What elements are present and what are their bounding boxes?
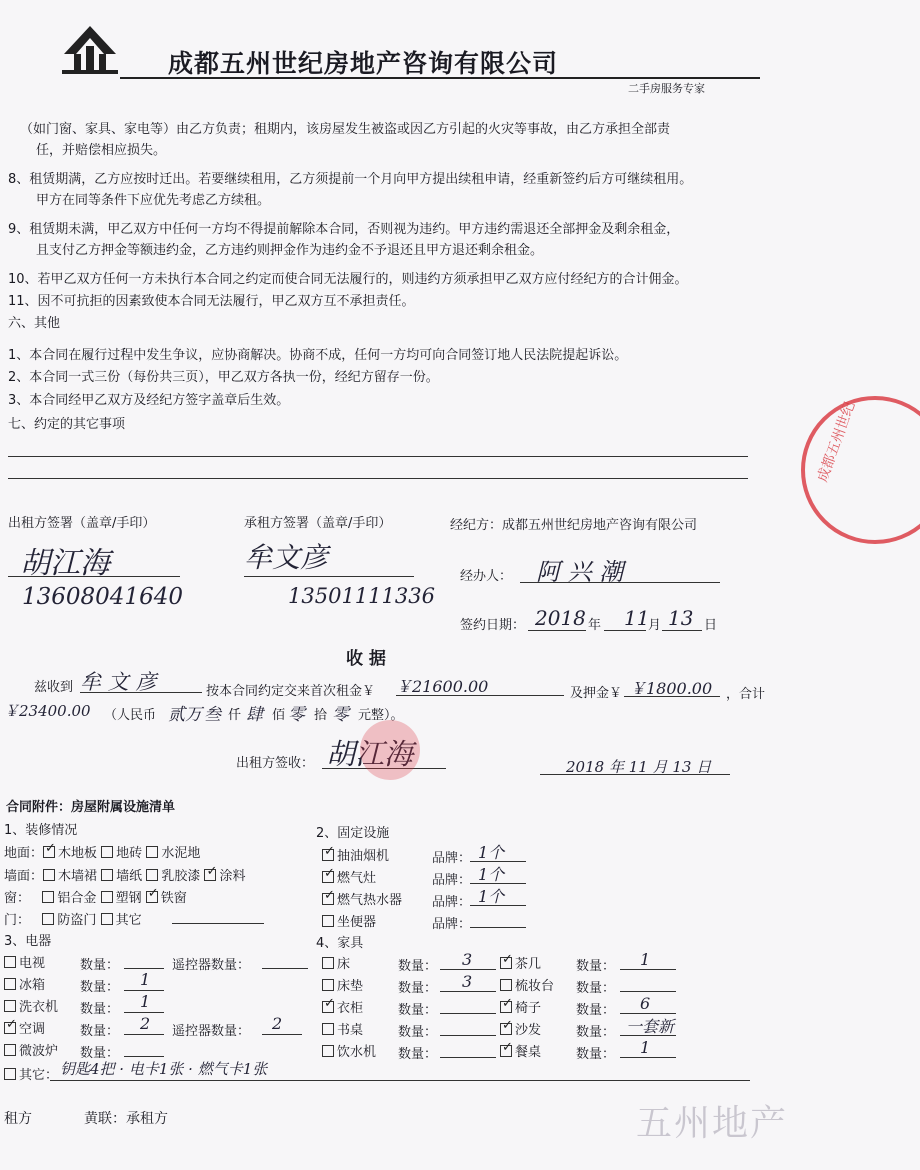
qty-value: 一套新 [626, 1017, 675, 1036]
checkbox-latex-paint[interactable] [146, 869, 158, 881]
qty-value: 6 [640, 994, 651, 1013]
receipt-seal [360, 720, 420, 780]
amount-word: 叁 [204, 705, 221, 725]
qty-label: 数量： [576, 959, 616, 974]
deposit-value: ￥1800.00 [630, 679, 713, 698]
clause-line: 11、因不可抗拒的因素致使本合同无法履行，甲乙双方互不承担责任。 [8, 294, 415, 309]
other-label: 其它： [19, 1068, 59, 1083]
checkbox-cement-floor[interactable] [146, 846, 158, 858]
date-day: 13 [668, 606, 694, 630]
clause-line: 9、租赁期未满，甲乙双方中任何一方均不得提前解除本合同，否则视为违约。甲方违约需退还全部押金及剩余租金， [8, 222, 680, 237]
remote-value: 2 [272, 1014, 283, 1033]
brand-label: 品牌： [432, 917, 472, 932]
lessor-signature: 胡江海 [20, 546, 110, 581]
checkbox-tile-floor[interactable] [101, 846, 113, 858]
receive-signature: 胡江海 [326, 737, 414, 771]
option-label: 茶几 [515, 957, 542, 972]
clause-line: 2、本合同一式三份（每份共三页），甲乙双方各执一份，经纪方留存一份。 [8, 370, 439, 385]
qty-value: 1 [140, 970, 151, 989]
agent-label: 经纪方：成都五州世纪房地产咨询有限公司 [450, 518, 698, 533]
option-label: 饮水机 [337, 1045, 377, 1060]
option-label: 燃气灶 [337, 871, 377, 886]
company-stamp [780, 390, 859, 550]
remote-label: 遥控器数量： [172, 958, 251, 973]
brand-value: 1个 [478, 843, 505, 862]
checkbox-toilet[interactable] [322, 915, 334, 927]
clause-line: 10、若甲乙双方任何一方未执行本合同之约定而使合同无法履行的，则违约方须承担甲乙双方应付经纪方的合计佣金。 [8, 272, 688, 287]
option-label: 微波炉 [19, 1044, 59, 1059]
checkbox-range-hood[interactable] [322, 849, 334, 861]
option-label: 地砖 [116, 846, 143, 861]
section-heading: 六、其他 [8, 316, 61, 331]
qty-value: 1 [140, 992, 151, 1011]
first-rent-value: ￥21600.00 [396, 677, 489, 696]
lessee-sign-label: 承租方签署（盖章/手印） [244, 516, 392, 531]
lessor-sign-label: 出租方签署（盖章/手印） [8, 516, 156, 531]
amount-word: 零 [288, 705, 305, 725]
qty-value: 3 [462, 972, 473, 991]
receipt-text: 仟 [228, 708, 242, 723]
company-tagline: 二手房服务专家 [628, 82, 705, 95]
option-label: 床垫 [337, 979, 364, 994]
brand-value: 1个 [478, 887, 505, 906]
qty-label: 数量： [80, 1046, 120, 1061]
brand-label: 品牌： [432, 873, 472, 888]
option-label: 冰箱 [19, 978, 46, 993]
company-title: 成都五州世纪房地产咨询有限公司 [168, 49, 559, 78]
qty-label: 数量： [398, 1025, 438, 1040]
option-label: 墙纸 [116, 869, 143, 884]
option-label: 书桌 [337, 1023, 364, 1038]
wall-label: 墙面： [4, 869, 44, 884]
qty-label: 数量： [398, 959, 438, 974]
checkbox-coating[interactable] [204, 869, 216, 881]
footer-copy-label: 黄联：承租方 [84, 1111, 168, 1127]
checkbox-wood-wall[interactable] [43, 869, 55, 881]
receipt-text: 及押金￥ [570, 686, 623, 701]
date-month: 11 [624, 606, 650, 630]
qty-label: 数量： [80, 1002, 120, 1017]
qty-value: 1 [640, 950, 651, 969]
total-value: ￥23400.00 [4, 702, 91, 720]
qty-label: 数量： [576, 1003, 616, 1018]
amount-word: 肆 [246, 705, 263, 725]
checkbox-gas-stove[interactable] [322, 871, 334, 883]
checkbox-other[interactable] [4, 1068, 16, 1080]
clause-line: 1、本合同在履行过程中发生争议，应协商解决。协商不成，任何一方均可向合同签订地人民法院提起诉讼。 [8, 348, 628, 363]
window-label: 窗： [4, 891, 31, 906]
qty-value: 2 [140, 1014, 151, 1033]
option-label: 其它 [115, 913, 142, 928]
clause-line: （如门窗、家具、家电等）由乙方负责；租期内，该房屋发生被盗或因乙方引起的火灾等事故，由乙方承担全部责 [20, 122, 671, 137]
brand-label: 品牌： [432, 895, 472, 910]
checkbox-aircon[interactable] [4, 1022, 16, 1034]
receipt-text: 拾 [314, 708, 328, 723]
door-label: 门： [4, 913, 31, 928]
date-ri: 日 [704, 618, 718, 633]
checkbox-microwave[interactable] [4, 1044, 16, 1056]
checkbox-iron-window[interactable] [146, 891, 158, 903]
option-label: 涂料 [219, 869, 246, 884]
option-label: 空调 [19, 1022, 46, 1037]
decor-title: 1、装修情况 [4, 823, 78, 838]
brand-label: 品牌： [432, 851, 472, 866]
checkbox-tv[interactable] [4, 956, 16, 968]
checkbox-wallpaper[interactable] [101, 869, 113, 881]
checkbox-water-dispenser[interactable] [322, 1045, 334, 1057]
qty-label: 数量： [398, 1003, 438, 1018]
clause-line: 且支付乙方押金等额违约金，乙方违约则押金作为违约金不予退还且甲方退还剩余租金。 [36, 243, 544, 258]
company-logo [60, 24, 120, 78]
receipt-text: ，合计 [726, 687, 766, 702]
option-label: 坐便器 [337, 915, 377, 930]
qty-label: 数量： [80, 958, 120, 973]
handler-signature: 阿 兴 潮 [536, 558, 624, 586]
qty-label: 数量： [80, 980, 120, 995]
checkbox-dresser[interactable] [500, 979, 512, 991]
lessor-phone: 13608041640 [22, 584, 183, 610]
clause-line: 甲方在同等条件下应优先考虑乙方续租。 [36, 193, 271, 208]
checkbox-sofa[interactable] [500, 1023, 512, 1035]
option-label: 塑钢 [115, 891, 142, 906]
remote-label: 遥控器数量： [172, 1024, 251, 1039]
option-label: 洗衣机 [19, 1000, 59, 1015]
option-label: 铝合金 [57, 891, 97, 906]
receipt-text: 兹收到 [34, 680, 74, 695]
option-label: 燃气热水器 [337, 893, 403, 908]
checkbox-dining-table[interactable] [500, 1045, 512, 1057]
other-value: 钥匙4把 · 电卡1张 · 燃气卡1张 [60, 1060, 268, 1078]
checkbox-security-door[interactable] [42, 913, 54, 925]
section-heading: 七、约定的其它事项 [8, 417, 126, 432]
qty-label: 数量： [398, 981, 438, 996]
receipt-title: 收 据 [346, 649, 386, 669]
qty-label: 数量： [576, 981, 616, 996]
date-yue: 月 [648, 618, 662, 633]
receipt-text: 元整）。 [358, 708, 404, 723]
option-label: 木地板 [58, 846, 98, 861]
checkbox-desk[interactable] [322, 1023, 334, 1035]
qty-label: 数量： [80, 1024, 120, 1039]
option-label: 防盗门 [57, 913, 97, 928]
clause-line: 任，并赔偿相应损失。 [36, 143, 167, 158]
option-label: 电视 [19, 956, 46, 971]
furn-title: 4、家具 [316, 936, 364, 951]
option-label: 抽油烟机 [337, 849, 390, 864]
checkbox-mattress[interactable] [322, 979, 334, 991]
elec-title: 3、电器 [4, 934, 52, 949]
option-label: 木墙裙 [58, 869, 98, 884]
clause-line: 3、本合同经甲乙双方及经纪方签字盖章后生效。 [8, 393, 290, 408]
checkbox-plastic-steel[interactable] [101, 891, 113, 903]
floor-label: 地面： [4, 846, 44, 861]
checkbox-chair[interactable] [500, 1001, 512, 1013]
checkbox-water-heater[interactable] [322, 893, 334, 905]
date-label: 签约日期： [460, 618, 526, 633]
svg-text:成都五州世纪: 成都五州世纪 [814, 399, 859, 485]
fixed-title: 2、固定设施 [316, 826, 390, 841]
option-label: 椅子 [515, 1001, 542, 1016]
option-label: 梳妆台 [515, 979, 555, 994]
option-label: 床 [337, 957, 351, 972]
checkbox-wood-floor[interactable] [43, 846, 55, 858]
clause-line: 8、租赁期满，乙方应按时迁出。若要继续租用，乙方须提前一个月向甲方提出续租申请，经重新签约后方可继续租用。 [8, 172, 693, 187]
amount-word: 贰万 [168, 705, 202, 725]
footer-lessee: 租方 [4, 1111, 32, 1127]
receive-label: 出租方签收： [236, 756, 315, 771]
date-year: 2018 [535, 606, 586, 630]
checkbox-wardrobe[interactable] [322, 1001, 334, 1013]
checkbox-bed[interactable] [322, 957, 334, 969]
checkbox-fridge[interactable] [4, 978, 16, 990]
watermark-text: 五州地产 [636, 1103, 789, 1144]
brand-value: 1个 [478, 865, 505, 884]
qty-label: 数量： [398, 1047, 438, 1062]
handler-label: 经办人： [460, 569, 513, 584]
option-label: 餐桌 [515, 1045, 542, 1060]
annex-title: 合同附件：房屋附属设施清单 [6, 800, 176, 815]
lessee-phone: 13501111336 [288, 584, 435, 608]
qty-label: 数量： [576, 1025, 616, 1040]
lessee-signature: 牟文彦 [244, 541, 329, 574]
option-label: 铁窗 [160, 891, 187, 906]
checkbox-tea-table[interactable] [500, 957, 512, 969]
qty-value: 3 [462, 950, 473, 969]
option-label: 水泥地 [161, 846, 201, 861]
receipt-text: 按本合同约定交来首次租金￥ [206, 684, 376, 699]
checkbox-other-door[interactable] [101, 913, 113, 925]
receipt-text: （人民币 [104, 708, 157, 723]
amount-word: 零 [332, 705, 349, 725]
checkbox-washer[interactable] [4, 1000, 16, 1012]
logo-icon [60, 24, 120, 78]
receipt-text: 佰 [272, 708, 286, 723]
receive-date: 2018 年 11 月 13 日 [566, 758, 712, 776]
option-label: 乳胶漆 [161, 869, 201, 884]
checkbox-aluminum[interactable] [42, 891, 54, 903]
date-nian: 年 [588, 618, 602, 633]
payer-name: 牟 文 彦 [80, 670, 157, 694]
qty-value: 1 [640, 1038, 651, 1057]
option-label: 衣柜 [337, 1001, 364, 1016]
qty-label: 数量： [576, 1047, 616, 1062]
option-label: 沙发 [515, 1023, 542, 1038]
